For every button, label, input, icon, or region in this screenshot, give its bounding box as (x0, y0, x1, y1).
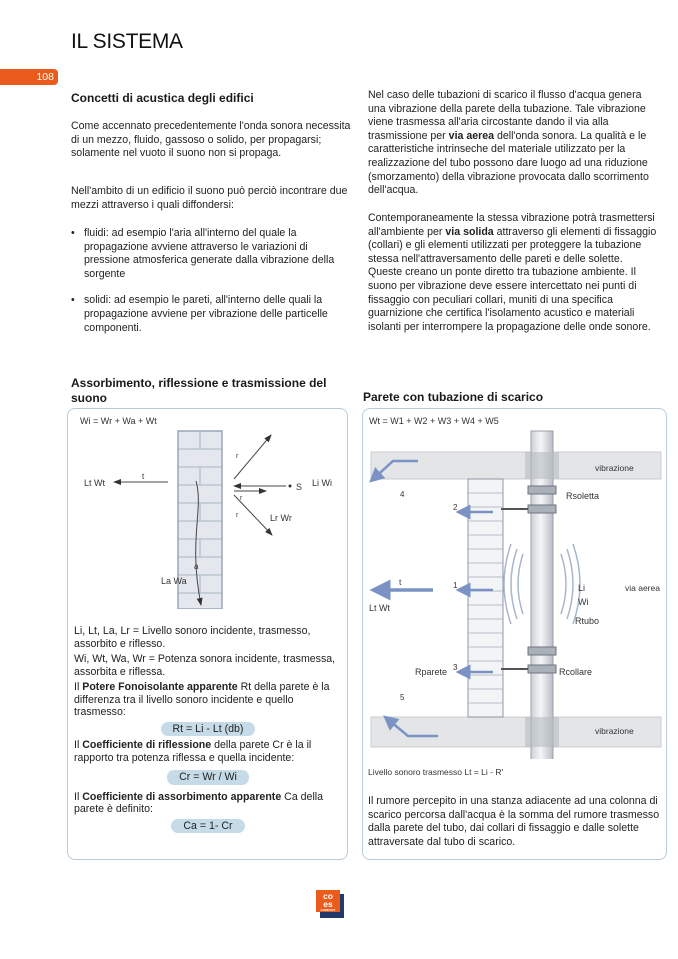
label-r-horizontal: r (240, 495, 243, 502)
paragraph-mezzi: Nell'ambito di un edificio il suono può perciò incontrare due mezzi attraverso i quali diffondersi: (71, 185, 348, 211)
reflected-arrow-up (234, 435, 271, 479)
collar-top (528, 505, 556, 513)
paragraph-intro: Come accennato precedentemente l'onda sonora necessita di un mezzo, fluido, gassoso o solido, per propagarsi; solamente nel vuoto il suono non si propaga. (71, 120, 351, 160)
drain-pipe (531, 431, 553, 759)
label-a: a (194, 562, 199, 571)
label-lt-wt: Lt Wt (369, 603, 391, 613)
label-s: S (296, 482, 303, 492)
formula-rt: Rt = Li - Lt (db) (161, 722, 256, 737)
section-heading-concetti: Concetti di acustica degli edifici (71, 91, 254, 105)
label-4: 4 (400, 490, 405, 499)
label-r-up: r (236, 453, 239, 460)
label-vibrazione-bottom: vibrazione (595, 726, 634, 736)
coes-logo: co es COMPANY (316, 890, 342, 918)
label-lt-wt: Lt Wt (84, 478, 106, 488)
definitions-block (74, 625, 342, 836)
pipe-wall-diagram (363, 409, 664, 759)
brick-wall (468, 479, 503, 717)
label-lr-wr: Lr Wr (270, 513, 292, 523)
definition-coeff-riflessione: Il Coefficiente di riflessione della parete Cr è la il rapporto tra potenza riflessa e quella incidente: (74, 739, 312, 764)
definition-power: Wi, Wt, Wa, Wr = Potenza sonora incidente, trasmessa, assorbita e riflessa. (74, 653, 336, 678)
formula-cr: Cr = Wr / Wi (167, 770, 249, 785)
label-t: t (142, 472, 145, 481)
definition-levels: Li, Lt, La, Lr = Livello sonoro incidente, trasmesso, assorbito e riflesso. (74, 625, 311, 650)
page-number-tab: 108 (0, 69, 58, 85)
definition-coeff-assorbimento: Il Coefficiente di assorbimento apparente Ca della parete è definito: (74, 790, 324, 815)
pipe-sleeve-bottom (525, 717, 559, 747)
label-la-wa: La Wa (161, 576, 187, 586)
paragraph-via-solida: Contemporaneamente la stessa vibrazione potrà trasmettersi all'ambiente per via solida attraverso gli elementi di fissaggio (collari) e gli elementi utilizzati per proteggere la tubazione stessa nell'attraversamento delle pareti e delle solette. Queste creano un ponte diretto tra tubazione ambiente. Il suono per vibrazione deve essere intercettato nei punti di fissaggio con peculiari collari, muniti di una specifica guarnizione che certifica l'isolamento acustico e materiali isolanti per interrompere la propagazione delle onde sonore. (368, 212, 660, 334)
paragraph-rumore-percepito: Il rumore percepito in una stanza adiacente ad una colonna di scarico percorsa dall'acqua è la somma del rumore trasmesso dalla parete del tubo, dai collari di fissaggio e dalle solette attraversate dal tubo di scarico. (368, 795, 660, 848)
label-1: 1 (453, 581, 458, 590)
label-li: Li (578, 583, 586, 593)
bullet-item-solidi: • solidi: ad esempio le pareti, all'interno delle quali la propagazione avviene per vibrazione delle particelle componenti. (71, 294, 351, 335)
label-2: 2 (453, 503, 458, 512)
pipe-joint-top (528, 486, 556, 494)
source-dot (289, 485, 292, 488)
label-3: 3 (453, 663, 458, 672)
label-li-wi: Li Wi (312, 478, 332, 488)
label-r-collare: Rcollare (559, 667, 593, 677)
label-r-down: r (236, 512, 239, 519)
paragraph-tubazioni: Nel caso delle tubazioni di scarico il flusso d'acqua genera una vibrazione della parete della tubazione. Tale vibrazione viene trasmessa all'aria circostante dando il via alla trasmissione per via aerea dell'onda sonora. La qualità e le caratteristiche intrinseche del materiale utilizzato per la realizzazione del tubo possono dare luogo ad una riduzione (smorzamento) della vibrazione provocata dallo scorrimento dell'acqua. (368, 89, 649, 197)
label-r-parete: Rparete (415, 667, 448, 677)
bullet-item-fluidi: • fluidi: ad esempio l'aria all'interno del quale la propagazione avviene attraverso le variazioni di pressione atmosferica generate dalla vibrazione della sorgente (71, 227, 351, 281)
label-t: t (399, 577, 402, 587)
collar-bottom (528, 665, 556, 673)
section-heading-assorbimento: Assorbimento, riflessione e trasmissione del suono (71, 376, 327, 405)
label-r-soletta: Rsoletta (566, 491, 600, 501)
wall-sound-diagram (68, 409, 345, 609)
label-wi: Wi (578, 597, 589, 607)
label-5: 5 (400, 693, 405, 702)
energy-balance-equation: Wi = Wr + Wa + Wt (80, 416, 157, 426)
paragraph-ponte: Queste creano un ponte diretto tra tubazione ambiente. Il suono per vibrazione deve essere intercettato nei punti di fissaggio con peculiari collari, muniti di una specifica guarnizione che certifica l'isolamento acustico e materiali isolanti per interrompere la propagazione delle onde sonore. (368, 266, 651, 333)
label-vibrazione-top: vibrazione (595, 463, 634, 473)
label-via-aerea: via aerea (625, 583, 660, 593)
reflected-arrow-down (234, 495, 272, 535)
pipe-sleeve-top (525, 452, 559, 479)
label-r-tubo: Rtubo (575, 616, 600, 626)
transmitted-level-caption: Livello sonoro trasmesso Lt = Li - R' (368, 767, 504, 777)
section-heading-parete-tubazione: Parete con tubazione di scarico (363, 390, 544, 404)
definition-potere-fonoisolante: Il Potere Fonoisolante apparente Rt della parete è la differenza tra il livello sonoro incidente e quello trasmesso: (74, 681, 330, 718)
formula-ca: Ca = 1- Cr (171, 819, 244, 834)
pipe-joint-bottom (528, 647, 556, 655)
total-power-equation: Wt = W1 + W2 + W3 + W4 + W5 (369, 416, 499, 426)
bullet-list (71, 227, 351, 348)
page-title: IL SISTEMA (71, 30, 183, 53)
